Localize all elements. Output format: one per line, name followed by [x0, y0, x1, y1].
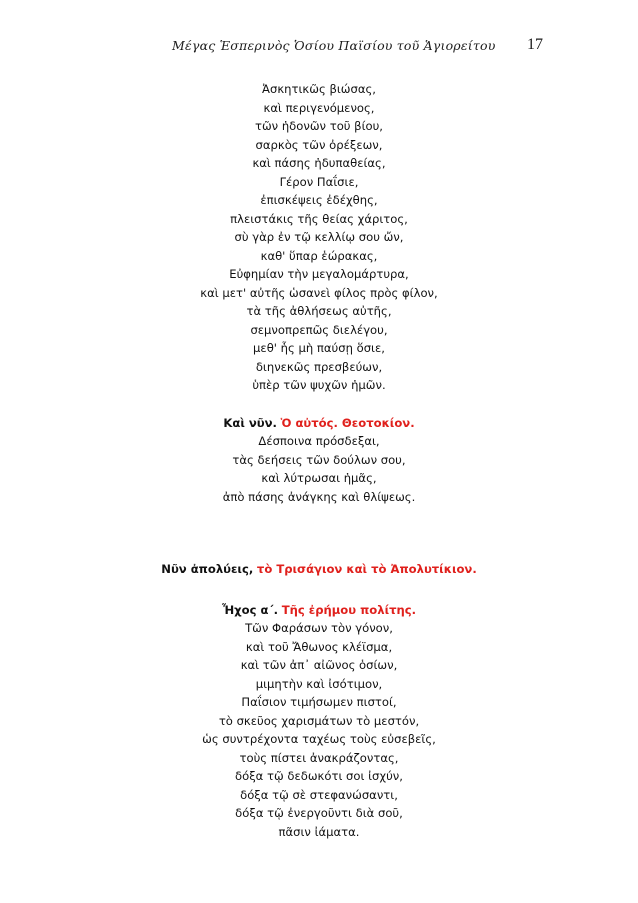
- theotokion-line: τὰς δεήσεις τῶν δούλων σου,: [232, 452, 406, 467]
- stanza-line: σεμνοπρεπῶς διελέγου,: [250, 322, 388, 337]
- dismissal-line: [0, 560, 638, 579]
- stanza-line: καὶ μετ' αὐτῆς ὡσανεὶ φίλος πρὸς φίλον,: [200, 285, 438, 300]
- apolytikion-line: ὡς συντρέχοντα ταχέως τοὺς εὐσεβεῖς,: [202, 732, 436, 746]
- apolytikion-line: τοὺς πίστει ἀνακράζοντας,: [239, 750, 399, 765]
- apolytikion: [0, 601, 638, 842]
- apolytikion-line: δόξα τῷ σὲ στεφανώσαντι,: [240, 787, 398, 802]
- apolytikion-line: δόξα τῷ ἐνεργοῦντι διὰ σοῦ,: [235, 806, 403, 820]
- apolytikion-tone-black: Ἦχος α΄.: [221, 602, 278, 617]
- stanza-line: σὺ γὰρ ἐν τῷ κελλίῳ σου ὤν,: [234, 230, 404, 244]
- theotokion-line: ἀπὸ πάσης ἀνάγκης καὶ θλίψεως.: [222, 489, 416, 504]
- stanza-line: σαρκὸς τῶν ὀρέξεων,: [255, 137, 383, 152]
- page-header: [0, 38, 638, 58]
- stanza-line: καθ' ὕπαρ ἑώρακας,: [260, 248, 378, 263]
- apolytikion-line: καὶ τῶν ἀπ᾽ αἰῶνος ὁσίων,: [240, 658, 398, 672]
- stanza-line: ἐπισκέψεις ἐδέχθης,: [260, 193, 378, 207]
- spacer: [0, 395, 638, 414]
- theotokion-heading-red: Ὁ αὐτός. Θεοτοκίον.: [280, 415, 415, 430]
- apolytikion-line: μιμητὴν καὶ ἰσότιμον,: [255, 676, 383, 691]
- stanza-line: διηνεκῶς πρεσβεύων,: [255, 359, 383, 374]
- stanza-line: ὑπὲρ τῶν ψυχῶν ἡμῶν.: [252, 378, 386, 392]
- dismissal-red: τὸ Τρισάγιον καὶ τὸ Ἀπολυτίκιον.: [256, 562, 477, 576]
- stanza-main: [0, 80, 638, 395]
- dismissal-rubric: [0, 560, 638, 579]
- running-title: Μέγας Ἑσπερινὸς Ὁσίου Παϊσίου τοῦ Ἁγιορείτου: [172, 38, 496, 53]
- stanza-line: Εὐφημίαν τὴν μεγαλομάρτυρα,: [229, 267, 409, 281]
- stanza-line: καὶ περιγενόμενος,: [263, 100, 375, 115]
- apolytikion-line: πᾶσιν ἰάματα.: [278, 824, 360, 839]
- apolytikion-line: δόξα τῷ δεδωκότι σοι ἰσχύν,: [235, 769, 403, 783]
- theotokion: [0, 414, 638, 507]
- dismissal-black: Νῦν ἀπολύεις,: [161, 562, 254, 576]
- apolytikion-tone: [0, 601, 638, 620]
- stanza-line: μεθ' ἧς μὴ παύσῃ ὅσιε,: [253, 341, 385, 355]
- apolytikion-line: καὶ τοῦ Ἄθωνος κλέϊσμα,: [245, 639, 393, 654]
- stanza-line: πλειστάκις τῆς θείας χάριτος,: [230, 211, 408, 226]
- apolytikion-line: Τῶν Φαράσων τὸν γόνον,: [245, 621, 393, 635]
- theotokion-line: Δέσποινα πρόσδεξαι,: [258, 434, 380, 448]
- page-number: 17: [527, 36, 543, 53]
- theotokion-heading: [0, 414, 638, 433]
- spacer: [0, 579, 638, 601]
- stanza-line: καὶ πάσης ἡδυπαθείας,: [252, 156, 386, 170]
- apolytikion-line: Παΐσιον τιμήσωμεν πιστοί,: [241, 695, 397, 709]
- spacer: [0, 506, 638, 560]
- stanza-line: Γέρον Παΐσιε,: [279, 174, 359, 189]
- apolytikion-tone-red: Τῆς ἐρήμου πολίτης.: [281, 602, 417, 617]
- stanza-line: τῶν ἡδονῶν τοῦ βίου,: [254, 119, 383, 133]
- apolytikion-line: τὸ σκεῦος χαρισμάτων τὸ μεστόν,: [218, 713, 420, 728]
- page-content: [0, 80, 638, 841]
- theotokion-heading-black: Καὶ νῦν.: [223, 415, 277, 430]
- stanza-line: τὰ τῆς ἀθλήσεως αὐτῆς,: [246, 304, 392, 318]
- theotokion-line: καὶ λύτρωσαι ἡμᾶς,: [261, 471, 377, 485]
- stanza-line: Ἀσκητικῶς βιώσας,: [262, 82, 376, 96]
